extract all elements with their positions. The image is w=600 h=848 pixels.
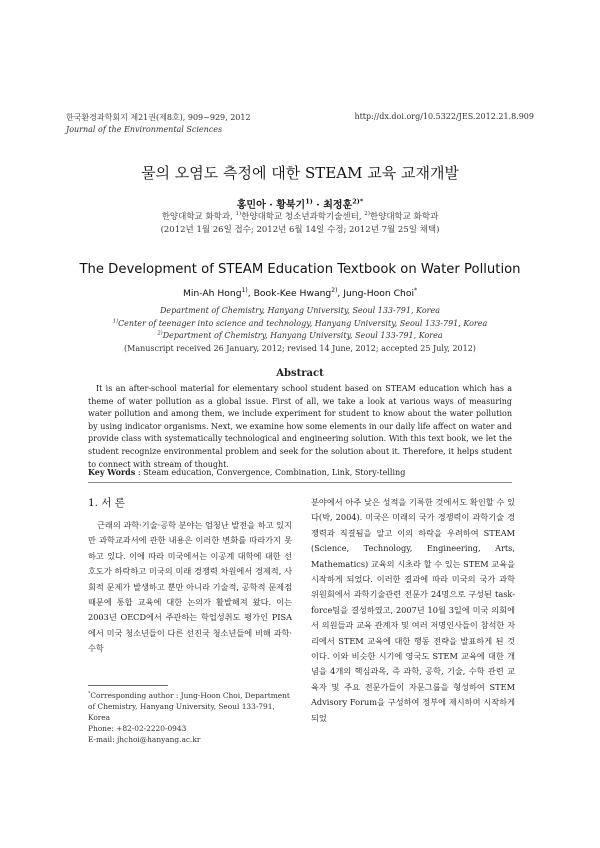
author-2-ko: 황북기 bbox=[276, 200, 306, 211]
author-2-ko-sup: 1) bbox=[305, 197, 313, 206]
section-divider bbox=[88, 482, 512, 483]
title-english: The Development of STEAM Education Textbook on Water Pollution bbox=[79, 262, 521, 277]
left-column bbox=[88, 495, 292, 657]
intro-right-text: 분야에서 아주 낮은 성적을 기록한 것에서도 확인할 수 있다(박, 2004). 미국은 미래의 국가 경쟁력이 과학기술 경쟁력과 직결됨을 알고 이의 하락을 우려하여 STEAM (Science, Technology, Engineering, Arts, Mathematics) 교육의 시초라 할 수 있는 STEM 교육을 시작하게 되었다. 이러한 결과에 따라 미국의 국가 과학 위원회에서 과학기술관련 전문가 24명으로 구성된 task-force팀을 결성하였고, 2007년 10월 3일에 미국 의회에서 의원들과 교육 관계자 및 여러 저명인사들이 참석한 자리에서 STEM 교육에 대한 행동 전략을 발표하게 된 것이다. 이와 비슷한 시기에 영국도 STEM 교육에 대한 개념을 4개의 핵심과목, 즉 과학, 공학, 기술, 수학 관련 교육자 및 주요 전문가들이 자문그룹을 형성하여 STEM Advisory Forum을 구성하여 정부에 제시하며 시작하게 되었 bbox=[311, 497, 515, 723]
right-column bbox=[311, 495, 515, 726]
aff-en-1: Department of Chemistry, Hanyang University, Seoul 133-791, Korea bbox=[160, 306, 440, 315]
keywords-text: : Steam education, Convergence, Combination, Link, Story-telling bbox=[135, 468, 406, 477]
aff-en-2: Center of teenager into science and technology, Hanyang University, Seoul 133-791, Korea bbox=[118, 318, 488, 328]
doi-link[interactable]: http://dx.doi.org/10.5322/JES.2012.21.8.909 bbox=[354, 112, 534, 121]
received-dates-ko: (2012년 1월 26일 접수; 2012년 6월 14일 수정; 2012년 7월 25일 채택) bbox=[160, 225, 440, 235]
footnote-email[interactable]: E-mail: jhchoi@hanyang.ac.kr bbox=[88, 735, 201, 744]
aff-ko-3-sup: 2) bbox=[364, 211, 370, 218]
keywords-label: Key Words bbox=[88, 467, 136, 477]
journal-name-en: Journal of the Environmental Sciences bbox=[66, 125, 223, 134]
aff-en-3-sup: 2) bbox=[157, 330, 163, 337]
aff-ko-2-sup: 1) bbox=[235, 211, 242, 218]
footnote-divider bbox=[88, 685, 168, 686]
manuscript-dates: (Manuscript received 26 January, 2012; revised 14 June, 2012; accepted 25 July, 2012) bbox=[124, 343, 476, 353]
section-heading: 1. 서 론 bbox=[88, 497, 125, 509]
author-1-en-sup: 1) bbox=[241, 286, 248, 294]
abstract-heading: Abstract bbox=[276, 368, 324, 379]
aff-ko-3: 한양대학교 화학과 bbox=[369, 212, 439, 222]
affiliation-korean bbox=[0, 211, 600, 237]
author-2-en-sup: 2) bbox=[331, 286, 338, 294]
aff-ko-1: 한양대학교 화학과, bbox=[161, 212, 236, 222]
authors-english: Min-Ah Hong$^{1)}$, Book-Kee Hwang$^{2)}$, Jung-Hoon Choi* bbox=[182, 286, 418, 299]
authors-korean: 홍민아 · 황북기$^{1)}$ · 최정훈$^{2)*}$ bbox=[236, 197, 364, 211]
keywords bbox=[88, 467, 512, 477]
intro-left-text: 근래의 과학·기술·공학 분야는 엄청난 발전을 하고 있지만 과학교과서에 관한 내용은 이러한 변화를 따라가지 못하고 있다. 이에 따라 미국에서는 이공계 대학에 대한 선호도가 하락하고 미국의 미래 경쟁력 차원에서 경제적, 사회적 문제가 발생하고 뿐만 아니라 기술적, 공학적 문제점 때문에 통합 교육에 대한 논의가 활발해져 왔다. 이는 2003년 OECD에서 주관하는 학업성취도 평가인 PISA에서 미국 청소년들이 다른 선진국 청소년들에 비해 과학·수학 bbox=[88, 520, 292, 654]
aff-en-2-sup: 1) bbox=[112, 317, 119, 324]
author-3-ko-sup: 2)* bbox=[352, 197, 364, 206]
journal-header bbox=[66, 112, 251, 136]
author-1-ko: 홍민아 bbox=[236, 200, 266, 211]
title-korean: 물의 오염도 측정에 대한 STEAM 교육 교재개발 bbox=[141, 164, 459, 182]
abstract-body: It is an after-school material for elementary school student based on STEAM education which has a theme of water pollution as a global issue. First of all, we take a look at various ways of measuring water pollution and among them, we include experiment for student to know about the water pollution by using indicator organisms. Next, we examine how some elements in our daily life affect on water and provide class with systematically technological and engineering solution. With this text book, we let the student recognize environmental problem and seek for the solution about it. Therefore, it helps student to connect with stream of thought. bbox=[88, 384, 512, 469]
footnote-author: Corresponding author : Jung-Hoon Choi, Department of Chemistry, Hanyang University, Seoul 133-791, Korea bbox=[88, 691, 290, 722]
aff-ko-2: 한양대학교 청소년과학기술센터, bbox=[241, 212, 365, 222]
footnote-star: * bbox=[88, 691, 91, 697]
author-3-en-sup: * bbox=[414, 286, 418, 294]
aff-en-3: Department of Chemistry, Hanyang University, Seoul 133-791, Korea bbox=[162, 331, 443, 340]
affiliation-english bbox=[0, 305, 600, 355]
author-3-ko: 최정훈 bbox=[323, 200, 353, 211]
footnote-phone: Phone: +82-02-2220-0943 bbox=[88, 724, 187, 733]
corresponding-author-footnote bbox=[88, 690, 294, 745]
journal-name-ko: 한국환경과학회지 제21권(제8호), 909~929, 2012 bbox=[66, 113, 251, 122]
author-3-en: Jung-Hoon Choi bbox=[343, 288, 415, 299]
author-2-en: Book-Kee Hwang bbox=[253, 288, 332, 299]
author-1-en: Min-Ah Hong bbox=[182, 288, 242, 299]
